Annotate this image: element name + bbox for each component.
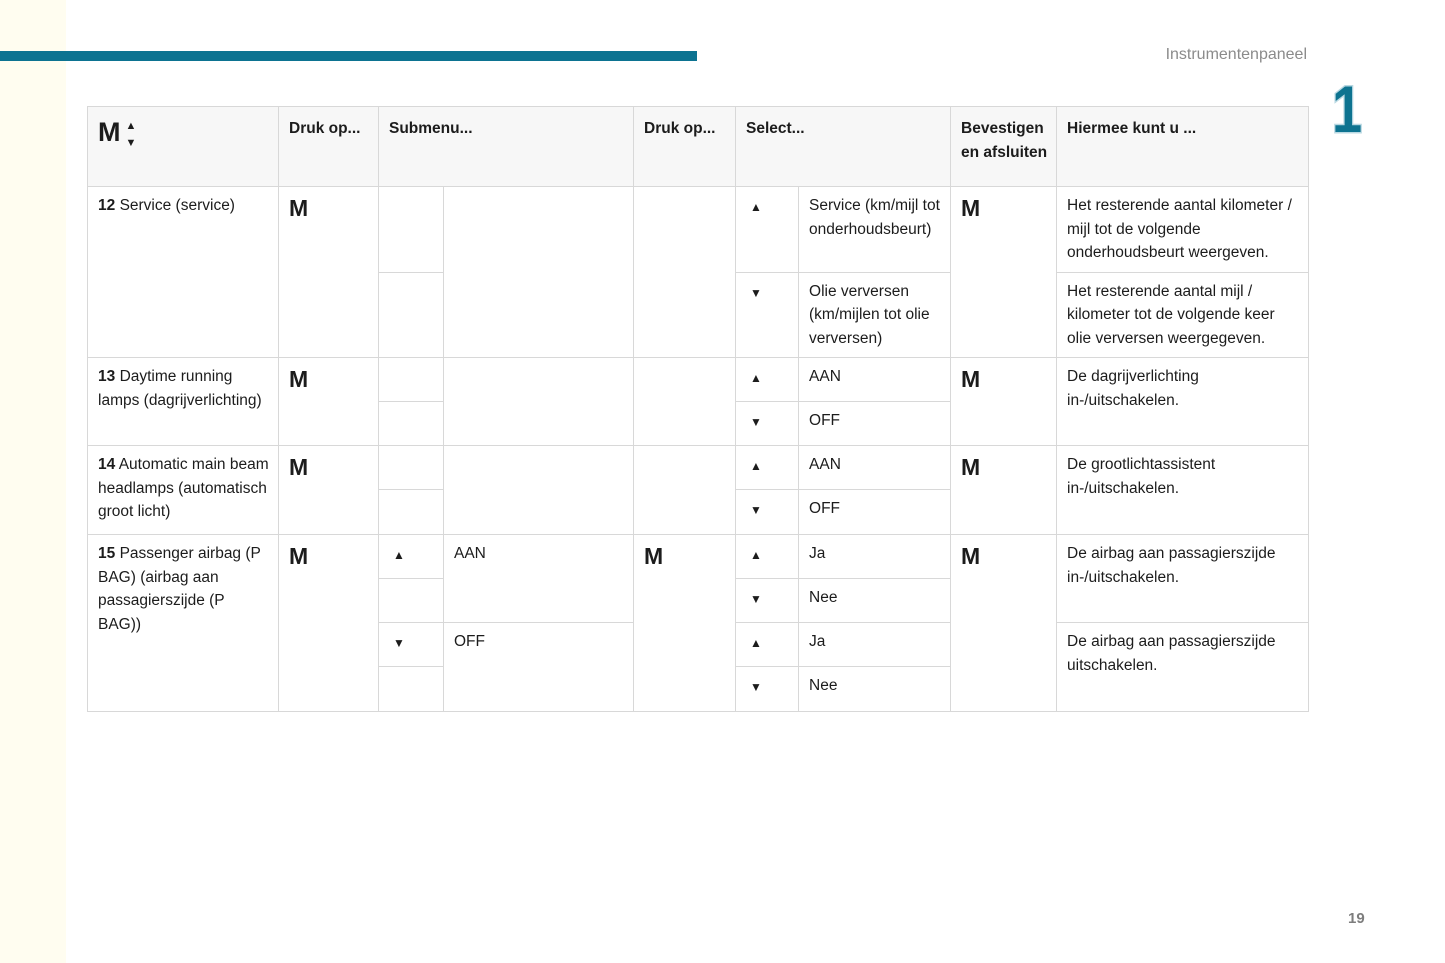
table-row <box>88 358 1309 402</box>
row-14-label: 14 Automatic main beam headlamps (automatisch groot licht) <box>88 446 279 535</box>
header-result: Hiermee kunt u ... <box>1057 107 1309 187</box>
row-13-press-m: M <box>279 358 379 446</box>
row-13-confirm-m: M <box>951 358 1057 446</box>
empty-cell <box>444 358 634 446</box>
up-arrow-icon: ▲ <box>736 446 799 490</box>
menu-button-symbol: M <box>98 117 121 147</box>
row-12-result-1: Het resterende aantal kilometer / mijl tot de volgende onderhoudsbeurt weergeven. <box>1057 187 1309 273</box>
empty-cell <box>379 579 444 623</box>
row-15-result-1: De airbag aan passagierszijde in-/uitschakelen. <box>1057 535 1309 623</box>
header-submenu: Submenu... <box>379 107 634 187</box>
row-15-press-m: M <box>279 535 379 712</box>
row-15-submenu-option-1: AAN <box>444 535 634 623</box>
down-arrow-icon: ▼ <box>736 402 799 446</box>
up-down-arrows <box>126 121 137 149</box>
down-arrow-icon: ▼ <box>379 623 444 667</box>
table-row <box>88 535 1309 579</box>
row-15-select-option-3: Ja <box>799 623 951 667</box>
empty-cell <box>634 446 736 535</box>
row-12-select-option-1: Service (km/mijl tot onderhoudsbeurt) <box>799 187 951 273</box>
row-14-result: De grootlichtassistent in-/uitschakelen. <box>1057 446 1309 535</box>
empty-cell <box>444 187 634 358</box>
row-15-select-option-1: Ja <box>799 535 951 579</box>
header-rule <box>0 51 697 61</box>
down-arrow-icon: ▼ <box>736 667 799 712</box>
table-header-row <box>88 107 1309 187</box>
row-12-result-2: Het resterende aantal mijl / kilometer tot de volgende keer olie verversen weergegeven. <box>1057 272 1309 358</box>
up-arrow-icon: ▲ <box>379 535 444 579</box>
table-row <box>88 446 1309 490</box>
row-13-select-option-1: AAN <box>799 358 951 402</box>
menu-settings-table <box>87 106 1309 712</box>
running-header: Instrumentenpaneel <box>1165 46 1307 63</box>
header-confirm: Bevestigen en afsluiten <box>951 107 1057 187</box>
up-arrow-icon: ▲ <box>736 187 799 273</box>
row-13-label: 13 Daytime running lamps (dagrijverlichting) <box>88 358 279 446</box>
row-14-select-option-1: AAN <box>799 446 951 490</box>
row-14-confirm-m: M <box>951 446 1057 535</box>
row-13-result: De dagrijverlichting in-/uitschakelen. <box>1057 358 1309 446</box>
row-15-select-option-4: Nee <box>799 667 951 712</box>
row-15-press2-m: M <box>634 535 736 712</box>
empty-cell <box>634 187 736 358</box>
row-15-result-2: De airbag aan passagierszijde uitschakelen. <box>1057 623 1309 712</box>
row-15-confirm-m: M <box>951 535 1057 712</box>
row-15-select-option-2: Nee <box>799 579 951 623</box>
header-press2: Druk op... <box>634 107 736 187</box>
down-arrow-icon: ▼ <box>125 137 137 149</box>
up-arrow-icon: ▲ <box>736 358 799 402</box>
header-press1: Druk op... <box>279 107 379 187</box>
table-row <box>88 187 1309 273</box>
row-14-press-m: M <box>279 446 379 535</box>
empty-cell <box>379 446 444 490</box>
header-select: Select... <box>736 107 951 187</box>
empty-cell <box>379 667 444 712</box>
down-arrow-icon: ▼ <box>736 490 799 535</box>
row-14-select-option-2: OFF <box>799 490 951 535</box>
header-menu-key-cell <box>88 107 279 187</box>
down-arrow-icon: ▼ <box>736 579 799 623</box>
empty-cell <box>379 490 444 535</box>
up-arrow-icon: ▲ <box>736 623 799 667</box>
row-15-label: 15 Passenger airbag (P BAG) (airbag aan passagierszijde (P BAG)) <box>88 535 279 712</box>
row-12-select-option-2: Olie verversen (km/mijlen tot olie verversen) <box>799 272 951 358</box>
empty-cell <box>379 358 444 402</box>
row-15-submenu-option-2: OFF <box>444 623 634 712</box>
row-13-select-option-2: OFF <box>799 402 951 446</box>
empty-cell <box>634 358 736 446</box>
up-arrow-icon: ▲ <box>125 120 137 132</box>
page-number: 19 <box>1348 910 1365 927</box>
empty-cell <box>379 272 444 358</box>
down-arrow-icon: ▼ <box>736 272 799 358</box>
empty-cell <box>444 446 634 535</box>
empty-cell <box>379 402 444 446</box>
row-12-press-m: M <box>279 187 379 358</box>
up-arrow-icon: ▲ <box>736 535 799 579</box>
row-12-confirm-m: M <box>951 187 1057 358</box>
empty-cell <box>379 187 444 273</box>
row-12-label: 12 Service (service) <box>88 187 279 358</box>
chapter-number: 1 <box>1332 72 1363 146</box>
page-edge-strip <box>0 0 66 963</box>
